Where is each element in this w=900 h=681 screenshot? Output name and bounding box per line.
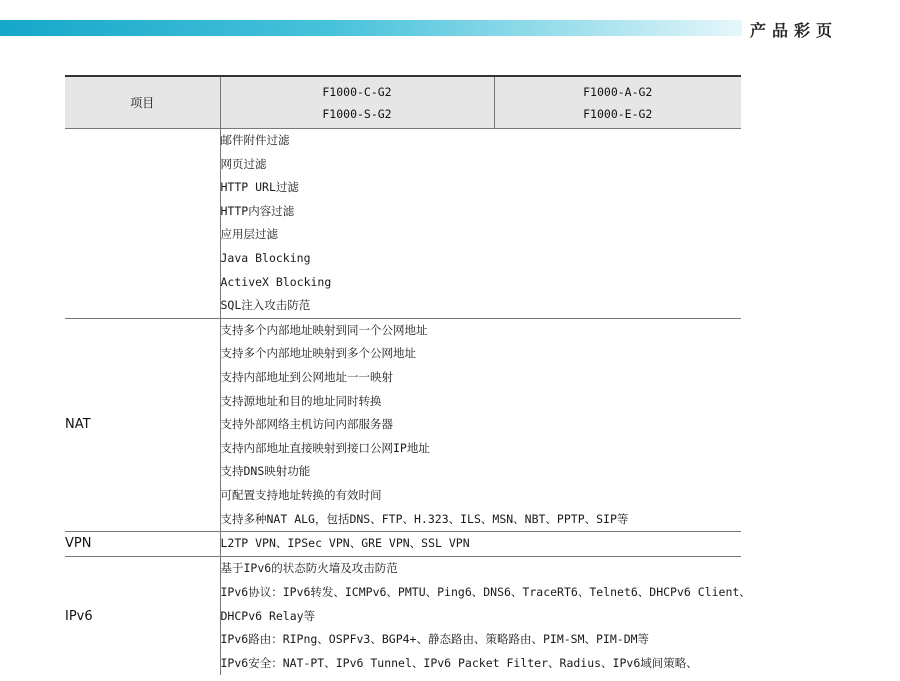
feature-line: L2TP VPN、IPSec VPN、GRE VPN、SSL VPN	[220, 536, 470, 551]
feature-line: 支持DNS映射功能	[220, 464, 311, 479]
feature-line: DHCPv6 Relay等	[220, 609, 316, 624]
feature-line: 可配置支持地址转换的有效时间	[220, 487, 382, 502]
feature-line: HTTP内容过滤	[220, 203, 295, 218]
feature-line: 支持外部网络主机访问内部服务器	[220, 417, 393, 432]
page-header-title: 产品彩页	[750, 21, 839, 40]
row-category: IPv6	[65, 608, 93, 624]
feature-line: 支持源地址和目的地址同时转换	[220, 393, 382, 408]
column-header-models-left	[220, 76, 494, 129]
spec-table	[65, 75, 751, 675]
row-content	[220, 556, 751, 675]
row-content	[220, 318, 741, 531]
table-row-nat	[65, 318, 741, 531]
feature-line: 基于IPv6的状态防火墙及攻击防范	[220, 560, 398, 575]
feature-line: Java Blocking	[220, 250, 311, 265]
table-row-content-filter	[65, 129, 741, 319]
feature-line: ActiveX Blocking	[220, 274, 332, 289]
feature-line: 应用层过滤	[220, 227, 278, 242]
feature-line: 支持内部地址直接映射到接口公网IP地址	[220, 440, 430, 455]
model-name: F1000-S-G2	[322, 106, 392, 121]
feature-line: 网页过滤	[220, 156, 267, 171]
row-content	[220, 532, 741, 557]
feature-line: 支持内部地址到公网地址一一映射	[220, 369, 393, 384]
feature-line: 支持多种NAT ALG，包括DNS、FTP、H.323、ILS、MSN、NBT、PPTP、SIP等	[220, 511, 629, 526]
model-name: F1000-C-G2	[322, 84, 392, 99]
column-header-models-right	[494, 76, 741, 129]
feature-line: 邮件附件过滤	[220, 133, 290, 147]
column-header-item: 项目	[65, 76, 220, 129]
feature-line: 支持多个内部地址映射到多个公网地址	[220, 346, 416, 361]
feature-line: IPv6安全：NAT-PT、IPv6 Tunnel、IPv6 Packet Filter、Radius、IPv6域间策略、	[220, 655, 698, 670]
feature-line: IPv6协议：IPv6转发、ICMPv6、PMTU、Ping6、DNS6、TraceRT6、Telnet6、DHCPv6 Client、	[220, 585, 751, 600]
header-color-bar	[0, 20, 742, 36]
row-category: VPN	[65, 532, 220, 557]
feature-line: 支持多个内部地址映射到同一个公网地址	[220, 322, 428, 337]
table-row-ipv6	[65, 556, 741, 675]
row-content	[220, 129, 741, 319]
feature-line: SQL注入攻击防范	[220, 298, 311, 313]
model-name: F1000-A-G2	[583, 84, 653, 99]
row-category: NAT	[65, 318, 220, 531]
table-row-vpn	[65, 532, 741, 557]
feature-line: IPv6路由：RIPng、OSPFv3、BGP4+、静态路由、策略路由、PIM-SM、PIM-DM等	[220, 632, 650, 647]
row-category	[65, 129, 220, 319]
feature-line: HTTP URL过滤	[220, 180, 299, 195]
model-name: F1000-E-G2	[583, 106, 653, 121]
table-header-row	[65, 76, 741, 129]
